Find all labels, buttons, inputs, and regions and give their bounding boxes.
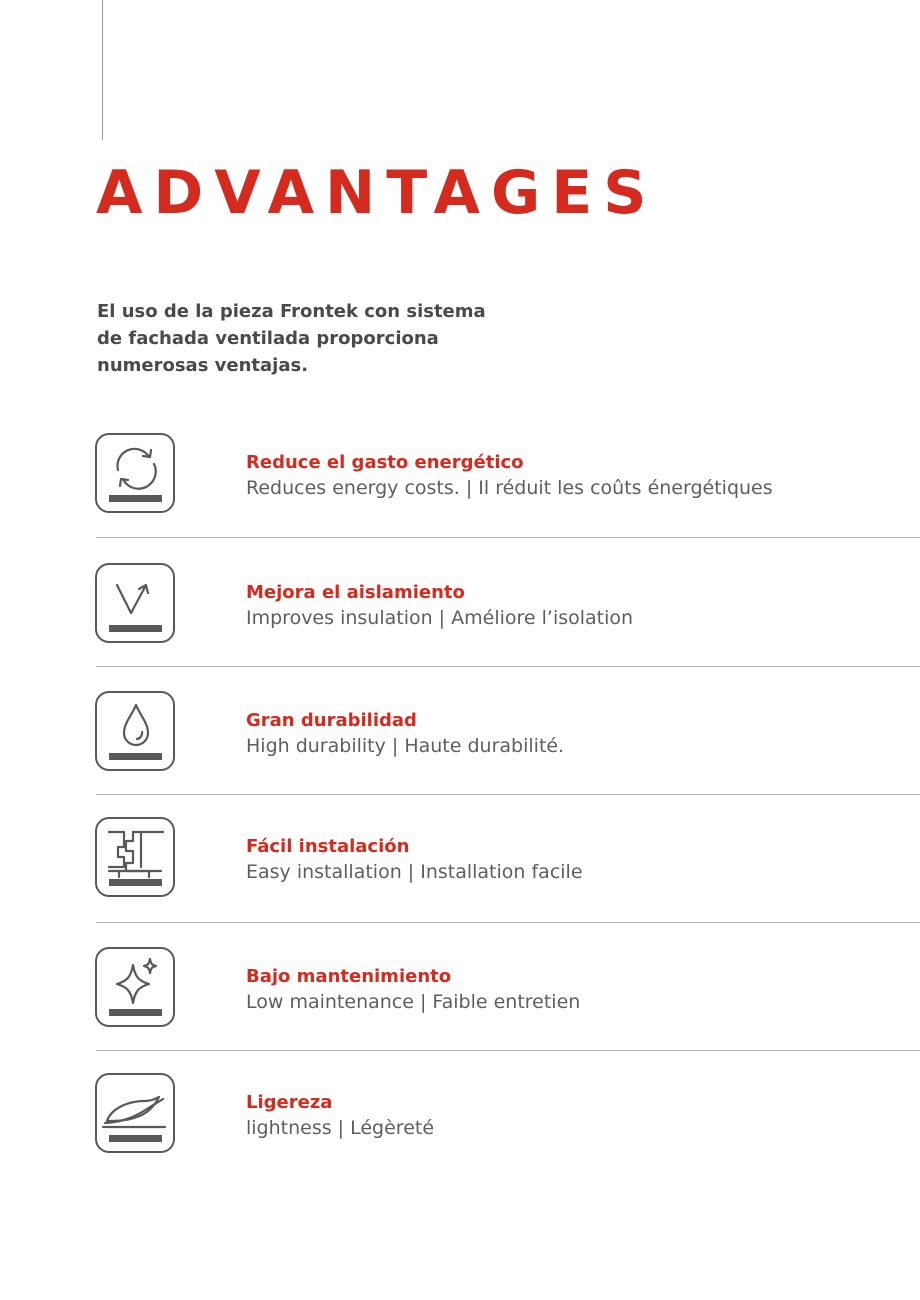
advantage-title: Gran durabilidad xyxy=(246,710,417,731)
advantage-title: Reduce el gasto energético xyxy=(246,452,524,473)
divider xyxy=(96,922,920,923)
energy-cycle-icon xyxy=(95,433,175,513)
advantage-subtitle: lightness | Légèreté xyxy=(246,1117,435,1139)
installation-anchor-icon xyxy=(95,817,175,897)
advantage-subtitle: High durability | Haute durabilité. xyxy=(246,735,565,757)
advantage-item-energy xyxy=(0,433,920,561)
advantage-title: Bajo mantenimiento xyxy=(246,966,452,987)
advantage-subtitle: Improves insulation | Améliore l’isolation xyxy=(246,607,634,629)
intro-paragraph: El uso de la pieza Frontek con sistema de fachada ventilada proporciona numerosas ventajas. xyxy=(97,301,486,376)
water-drop-icon xyxy=(95,691,175,771)
divider xyxy=(96,666,920,667)
advantage-item-installation xyxy=(0,817,920,945)
advantage-item-lightness xyxy=(0,1073,920,1201)
divider xyxy=(96,1050,920,1051)
top-vertical-rule xyxy=(102,0,103,140)
advantage-subtitle: Easy installation | Installation facile xyxy=(246,861,583,883)
advantage-item-maintenance xyxy=(0,947,920,1075)
divider xyxy=(96,794,920,795)
advantage-subtitle: Reduces energy costs. | Il réduit les coûts énergétiques xyxy=(246,477,773,499)
advantage-item-insulation xyxy=(0,563,920,691)
feather-leaf-icon xyxy=(95,1073,175,1153)
insulation-reflect-icon xyxy=(95,563,175,643)
advantage-item-durability xyxy=(0,691,920,819)
advantage-title: Ligereza xyxy=(246,1092,333,1113)
advantage-title: Fácil instalación xyxy=(246,836,410,857)
page-title: ADVANTAGES xyxy=(96,158,658,228)
sparkle-icon xyxy=(95,947,175,1027)
advantage-subtitle: Low maintenance | Faible entretien xyxy=(246,991,581,1013)
divider xyxy=(96,537,920,538)
advantage-title: Mejora el aislamiento xyxy=(246,582,465,603)
